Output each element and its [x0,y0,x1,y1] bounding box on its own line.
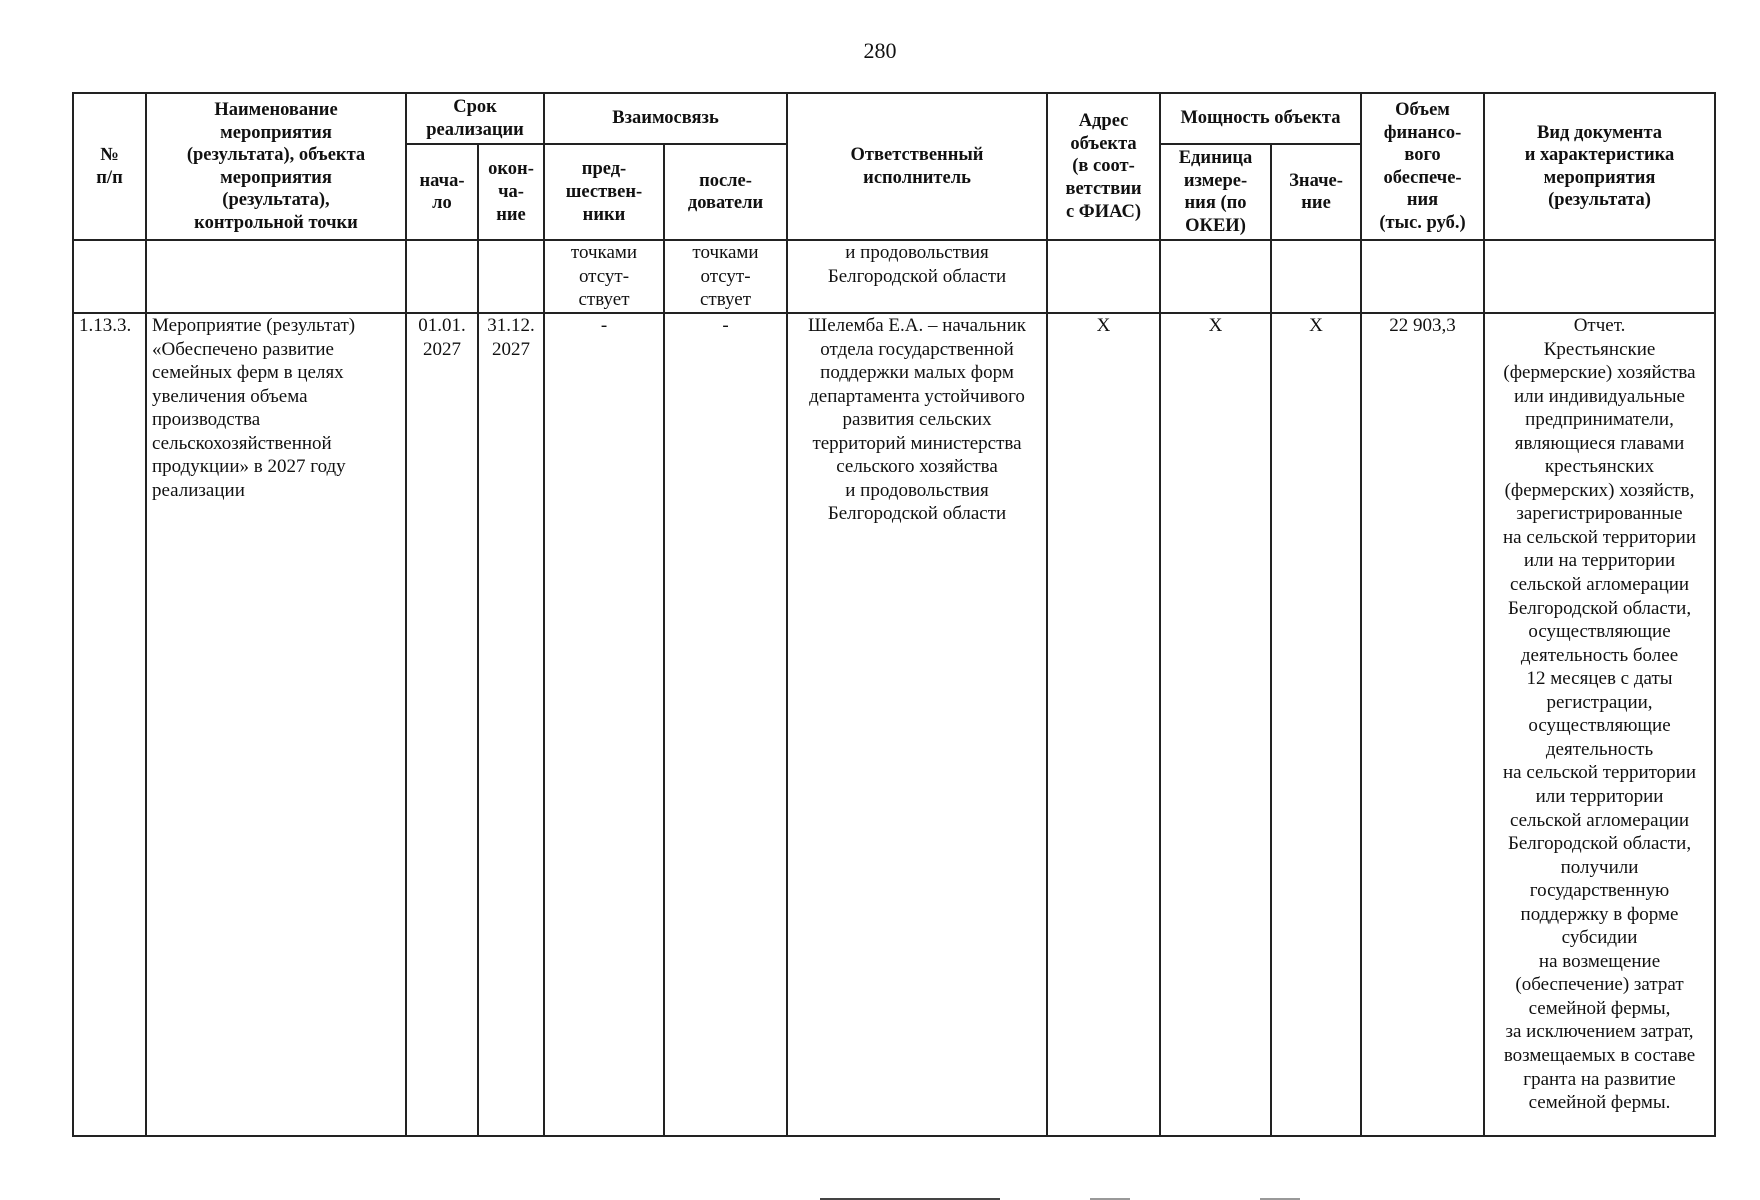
row-successors: - [664,313,787,1136]
page-number: 280 [863,38,897,63]
cont-predecessors: точками отсут- ствует [544,240,664,313]
table-row-continuation [73,240,1715,313]
header-value: Значе- ние [1271,144,1361,240]
row-end: 31.12. 2027 [478,313,544,1136]
cont-doc [1484,240,1715,313]
table-header [73,93,1715,240]
cont-name [146,240,406,313]
row-name: Мероприятие (результат) «Обеспечено развитие семейных ферм в целях увеличения объема производства сельскохозяйственной продукции» в 2027 году реализации [146,313,406,1136]
row-start: 01.01. 2027 [406,313,478,1136]
header-name: Наименование мероприятия (результата), объекта мероприятия (результата), контрольной точки [146,93,406,240]
cont-num [73,240,146,313]
row-responsible: Шелемба Е.А. – начальник отдела государственной поддержки малых форм департамента устойчивого развития сельских территорий министерства сельского хозяйства и продовольствия Белгородской области [787,313,1047,1136]
header-num: № п/п [73,93,146,240]
header-responsible: Ответственный исполнитель [787,93,1047,240]
header-address: Адрес объекта (в соот- ветствии с ФИАС) [1047,93,1160,240]
row-num: 1.13.3. [73,313,146,1136]
header-predecessors: пред- шествен- ники [544,144,664,240]
header-unit: Единица измере- ния (по ОКЕИ) [1160,144,1271,240]
cont-start [406,240,478,313]
cont-finance [1361,240,1484,313]
cont-end [478,240,544,313]
header-term: Срок реализации [406,93,544,144]
header-capacity: Мощность объекта [1160,93,1361,144]
row-predecessors: - [544,313,664,1136]
header-doc: Вид документа и характеристика мероприятия (результата) [1484,93,1715,240]
row-value: X [1271,313,1361,1136]
cont-responsible: и продовольствия Белгородской области [787,240,1047,313]
row-unit: X [1160,313,1271,1136]
header-term-end: окон- ча- ние [478,144,544,240]
row-doc: Отчет. Крестьянские (фермерские) хозяйства или индивидуальные предприниматели, являющиеся главами крестьянских (фермерских) хозяйств, зарегистрированные на сельской территории или на территории сельской агломерации Белгородской области, осуществляющие деятельность более 12 месяцев с даты регистрации, осуществляющие деятельность на сельской территории или территории сельской агломерации Белгородской области, получили государственную поддержку в форме субсидии на возмещение (обеспечение) затрат семейной фермы, за исключением затрат, возмещаемых в составе гранта на развитие семейной фермы. [1484,313,1715,1136]
cont-unit [1160,240,1271,313]
row-address: X [1047,313,1160,1136]
header-finance: Объем финансо- вого обеспече- ния (тыс. руб.) [1361,93,1484,240]
header-relation: Взаимосвязь [544,93,787,144]
cont-address [1047,240,1160,313]
table-row [73,313,1715,1136]
header-successors: после- дователи [664,144,787,240]
cont-value [1271,240,1361,313]
activities-table [72,92,1716,1137]
cont-successors: точками отсут- ствует [664,240,787,313]
row-finance: 22 903,3 [1361,313,1484,1136]
header-term-start: нача- ло [406,144,478,240]
